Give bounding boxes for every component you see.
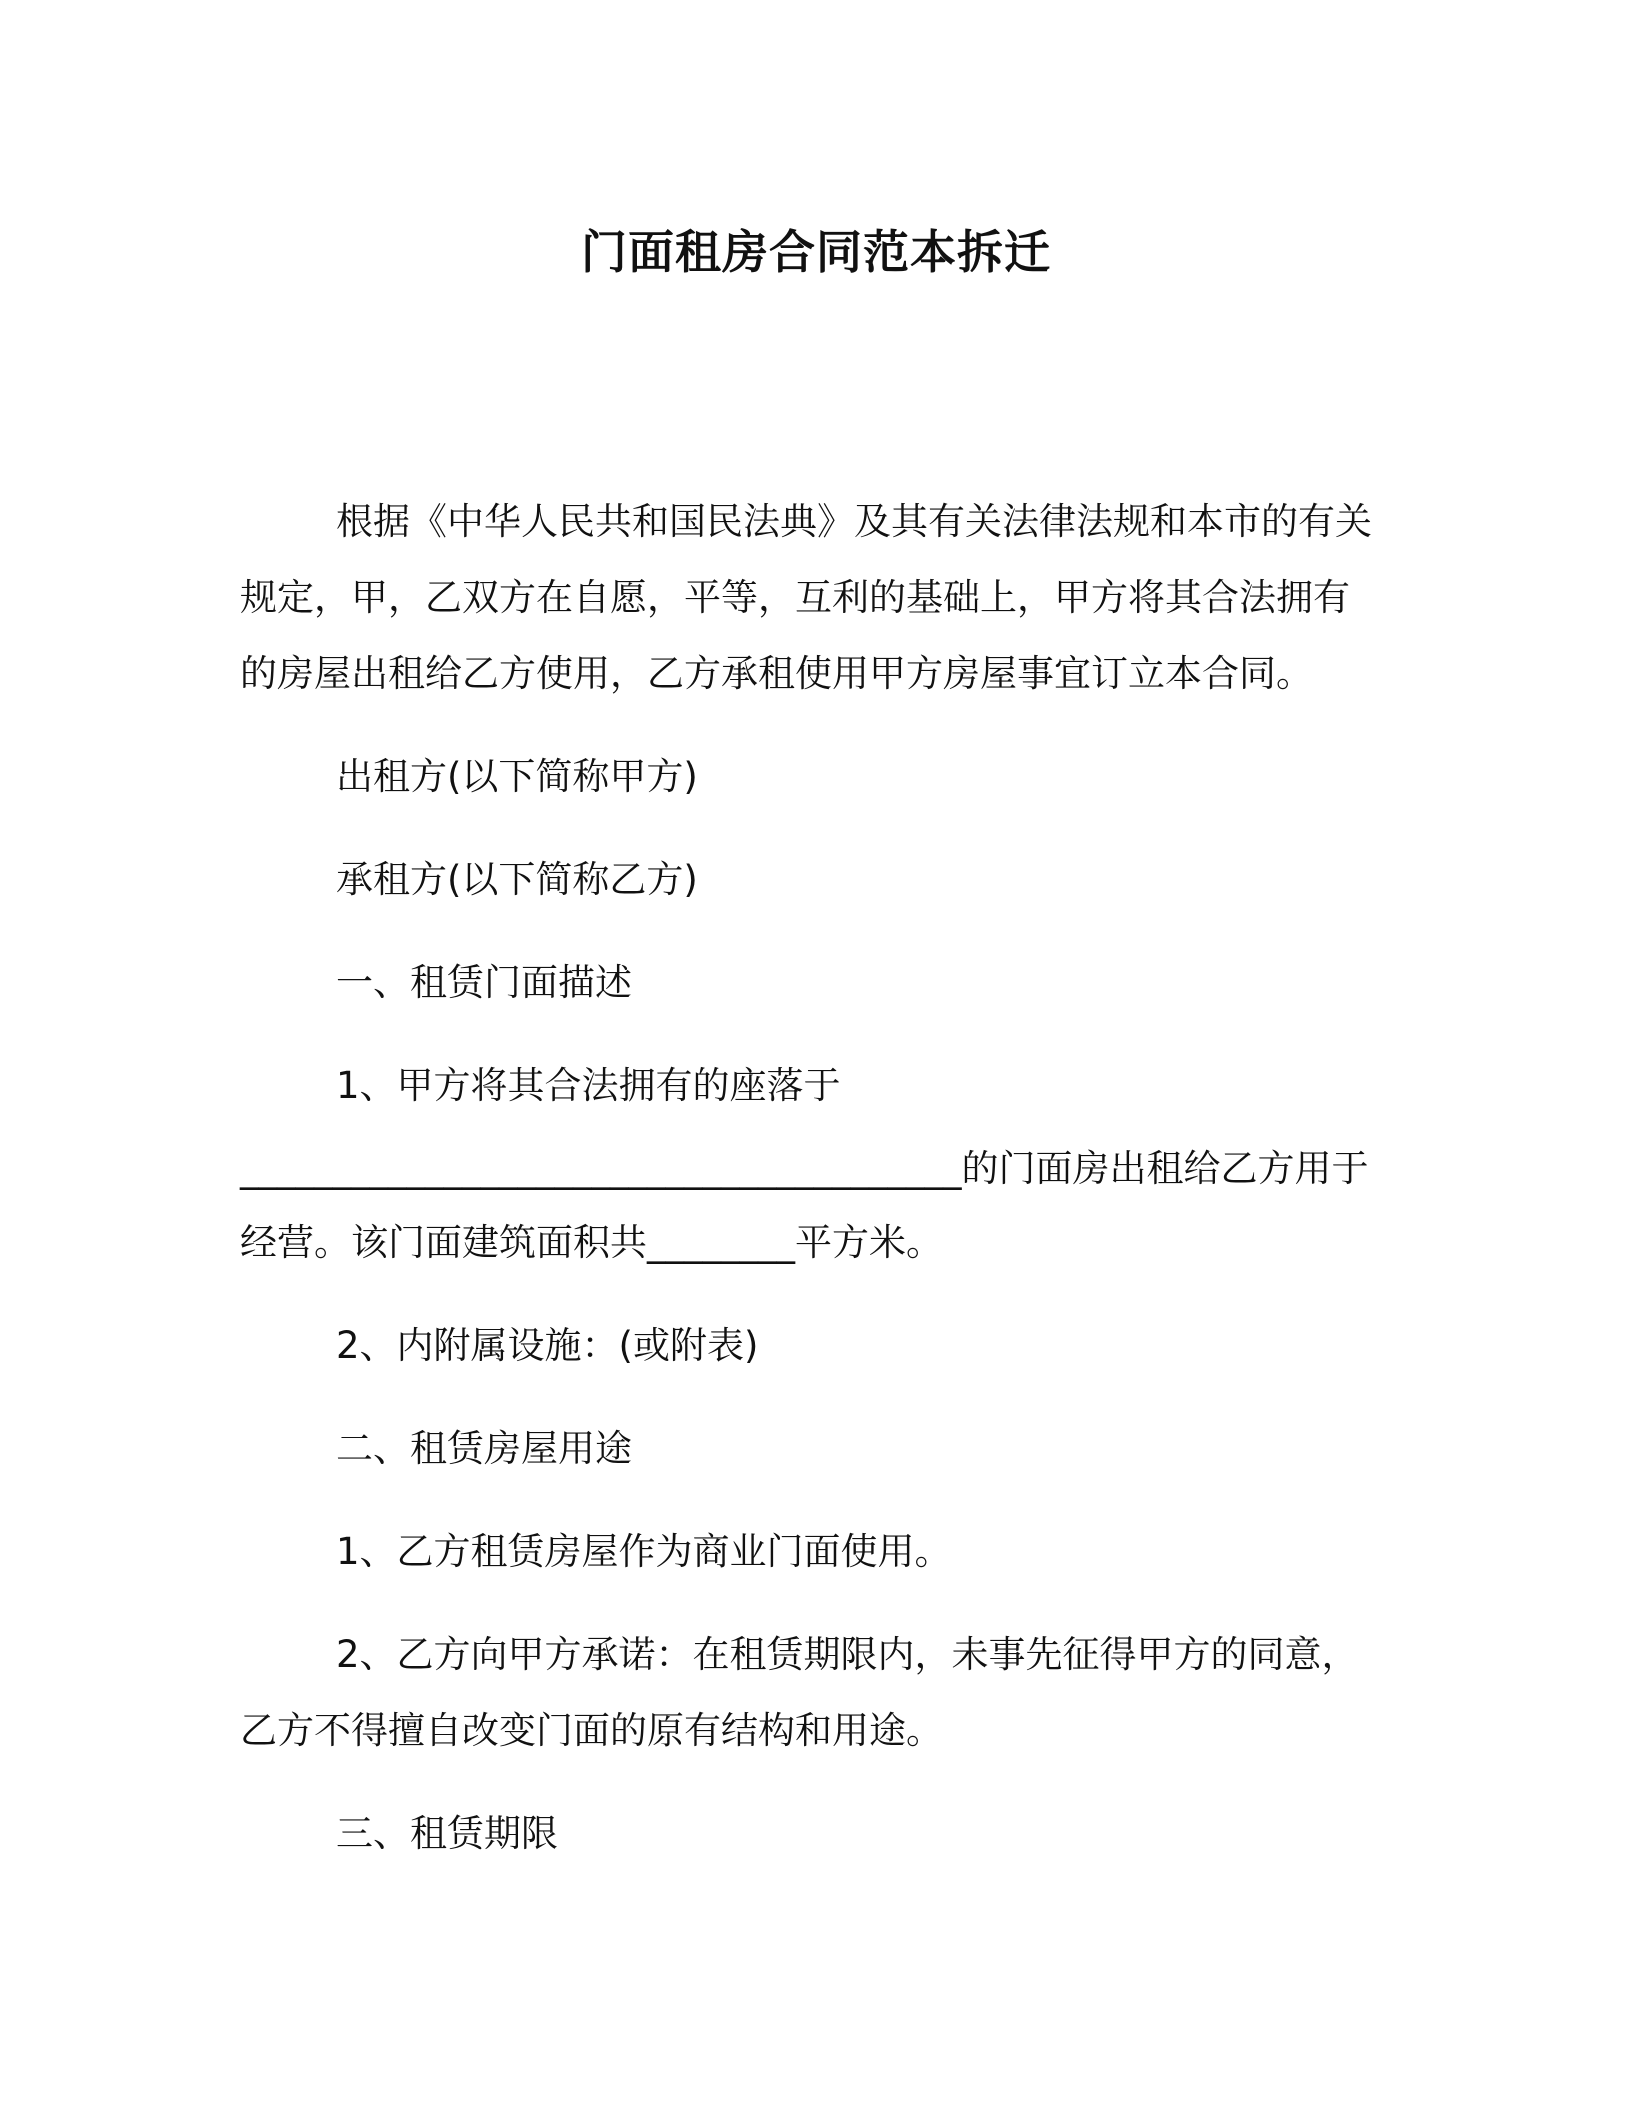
paragraph-intro-line-2: 规定，甲，乙双方在自愿，平等，互利的基础上，甲方将其合法拥有 xyxy=(240,576,1350,619)
section-heading-2: 二、租赁房屋用途 xyxy=(336,1427,632,1470)
document-title: 门面租房合同范本拆迁 xyxy=(581,225,1051,279)
paragraph-intro-line-1: 根据《中华人民共和国民法典》及其有关法律法规和本市的有关 xyxy=(336,500,1372,543)
section-heading-3: 三、租赁期限 xyxy=(336,1812,558,1855)
clause-1-1-line-3: 经营。该门面建筑面积共________平方米。 xyxy=(240,1221,943,1264)
paragraph-intro-line-3: 的房屋出租给乙方使用，乙方承租使用甲方房屋事宜订立本合同。 xyxy=(240,652,1313,695)
clause-1-1-line-1: 1、甲方将其合法拥有的座落于 xyxy=(336,1064,841,1107)
clause-2-2-line-2: 乙方不得擅自改变门面的原有结构和用途。 xyxy=(240,1709,943,1752)
lessor-line: 出租方(以下简称甲方) xyxy=(336,755,698,798)
clause-1-2: 2、内附属设施：(或附表) xyxy=(336,1324,759,1367)
clause-2-2-line-1: 2、乙方向甲方承诺：在租赁期限内，未事先征得甲方的同意， xyxy=(336,1633,1359,1676)
clause-2-1: 1、乙方租赁房屋作为商业门面使用。 xyxy=(336,1530,952,1573)
section-heading-1: 一、租赁门面描述 xyxy=(336,961,632,1004)
lessee-line: 承租方(以下简称乙方) xyxy=(336,858,698,901)
clause-1-1-line-2: _______________________________________的门面房出租给乙方用于 xyxy=(240,1147,1369,1190)
